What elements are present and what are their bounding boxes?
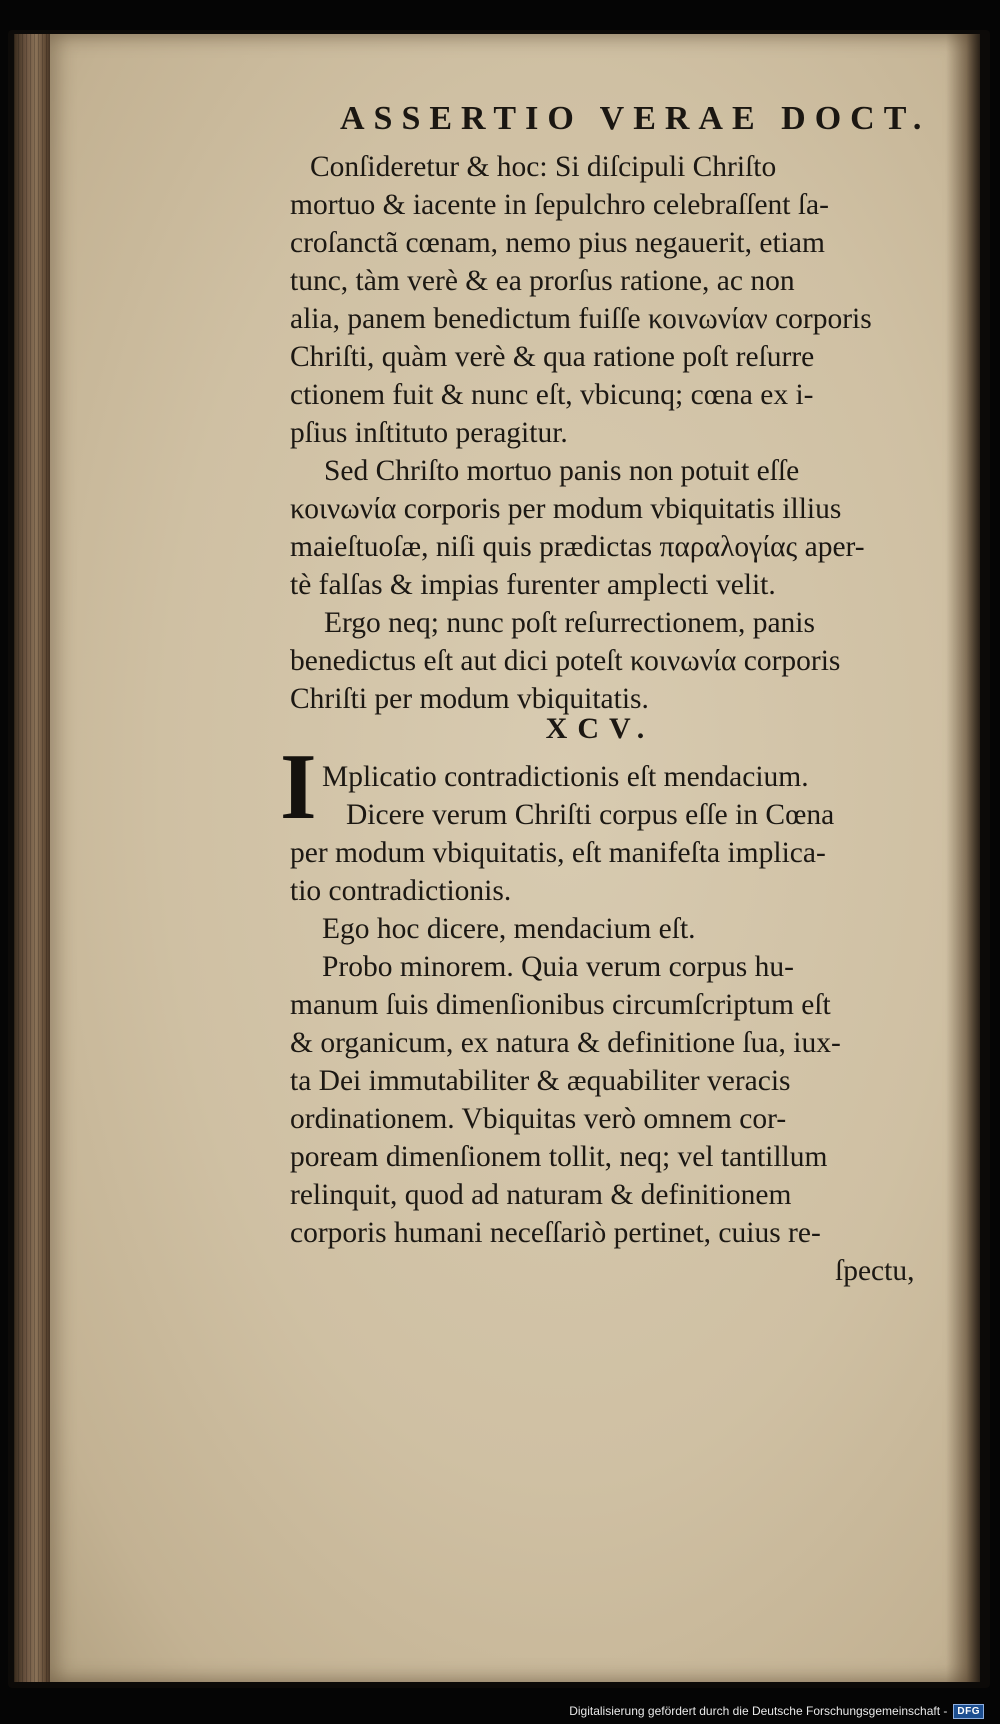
text-line: per modum vbiquitatis, eſt manifeſta implica- [290,837,826,869]
text-line: corporis humani neceſſariò pertinet, cuius re- [290,1217,821,1249]
footer-text: Digitalisierung gefördert durch die Deutsche Forschungsgemeinschaft - [569,1704,948,1718]
text-line: tio contradictionis. [290,875,512,907]
dfg-logo-icon: DFG [953,1704,984,1719]
text-line: Mplicatio contradictionis eſt mendacium. [322,761,809,793]
text-line: Chriſti per modum vbiquitatis. [290,683,649,715]
text-line: croſanctã cœnam, nemo pius negauerit, etiam [290,227,825,259]
text-line: Probo minorem. Quia verum corpus hu- [322,951,794,983]
text-line: alia, panem benedictum fuiſſe κοινωνίαν corporis [290,303,872,335]
text-line: pſius inſtituto peragitur. [290,417,568,449]
text-line: Sed Chriſto mortuo panis non potuit eſſe [324,455,800,487]
page-edges [14,34,54,1682]
text-line: tè falſas & impias furenter amplecti velit. [290,569,776,601]
text-line: Ego hoc dicere, mendacium eſt. [322,913,696,945]
drop-cap: I [280,735,317,839]
digitization-footer [569,1700,984,1722]
text-line: ctionem fuit & nunc eſt, vbicunq; cœna ex i- [290,379,814,411]
section-heading: XCV. [545,712,655,745]
text-line: Dicere verum Chriſti corpus eſſe in Cœna [346,799,835,831]
text-line: Conſideretur & hoc: Si diſcipuli Chriſto [310,151,777,183]
text-line: Chriſti, quàm verè & qua ratione poſt reſurre [290,341,815,373]
text-line: manum ſuis dimenſionibus circumſcriptum eſt [290,989,831,1021]
text-line: ordinationem. Vbiquitas verò omnem cor- [290,1103,787,1135]
text-line: Ergo neq; nunc poſt reſurrectionem, panis [324,607,815,639]
text-line: ta Dei immutabiliter & æquabiliter veracis [290,1065,791,1097]
binding-gutter [946,34,980,1682]
text-line: maieſtuoſæ, niſi quis prædictas παραλογίας aper- [290,531,865,563]
catchword: ſpectu, [835,1255,915,1287]
text-line: relinquit, quod ad naturam & definitionem [290,1179,792,1211]
text-line: κοινωνία corporis per modum vbiquitatis illius [290,493,842,525]
text-line: poream dimenſionem tollit, neq; vel tantillum [290,1141,828,1173]
text-line: & organicum, ex natura & definitione ſua, iux- [290,1027,841,1059]
text-line: benedictus eſt aut dici poteſt κοινωνία corporis [290,645,841,677]
running-head: ASSERTIO VERAE DOCT. [340,100,931,137]
text-line: tunc, tàm verè & ea prorſus ratione, ac non [290,265,795,297]
text-line: mortuo & iacente in ſepulchro celebraſſent ſa- [290,189,829,221]
